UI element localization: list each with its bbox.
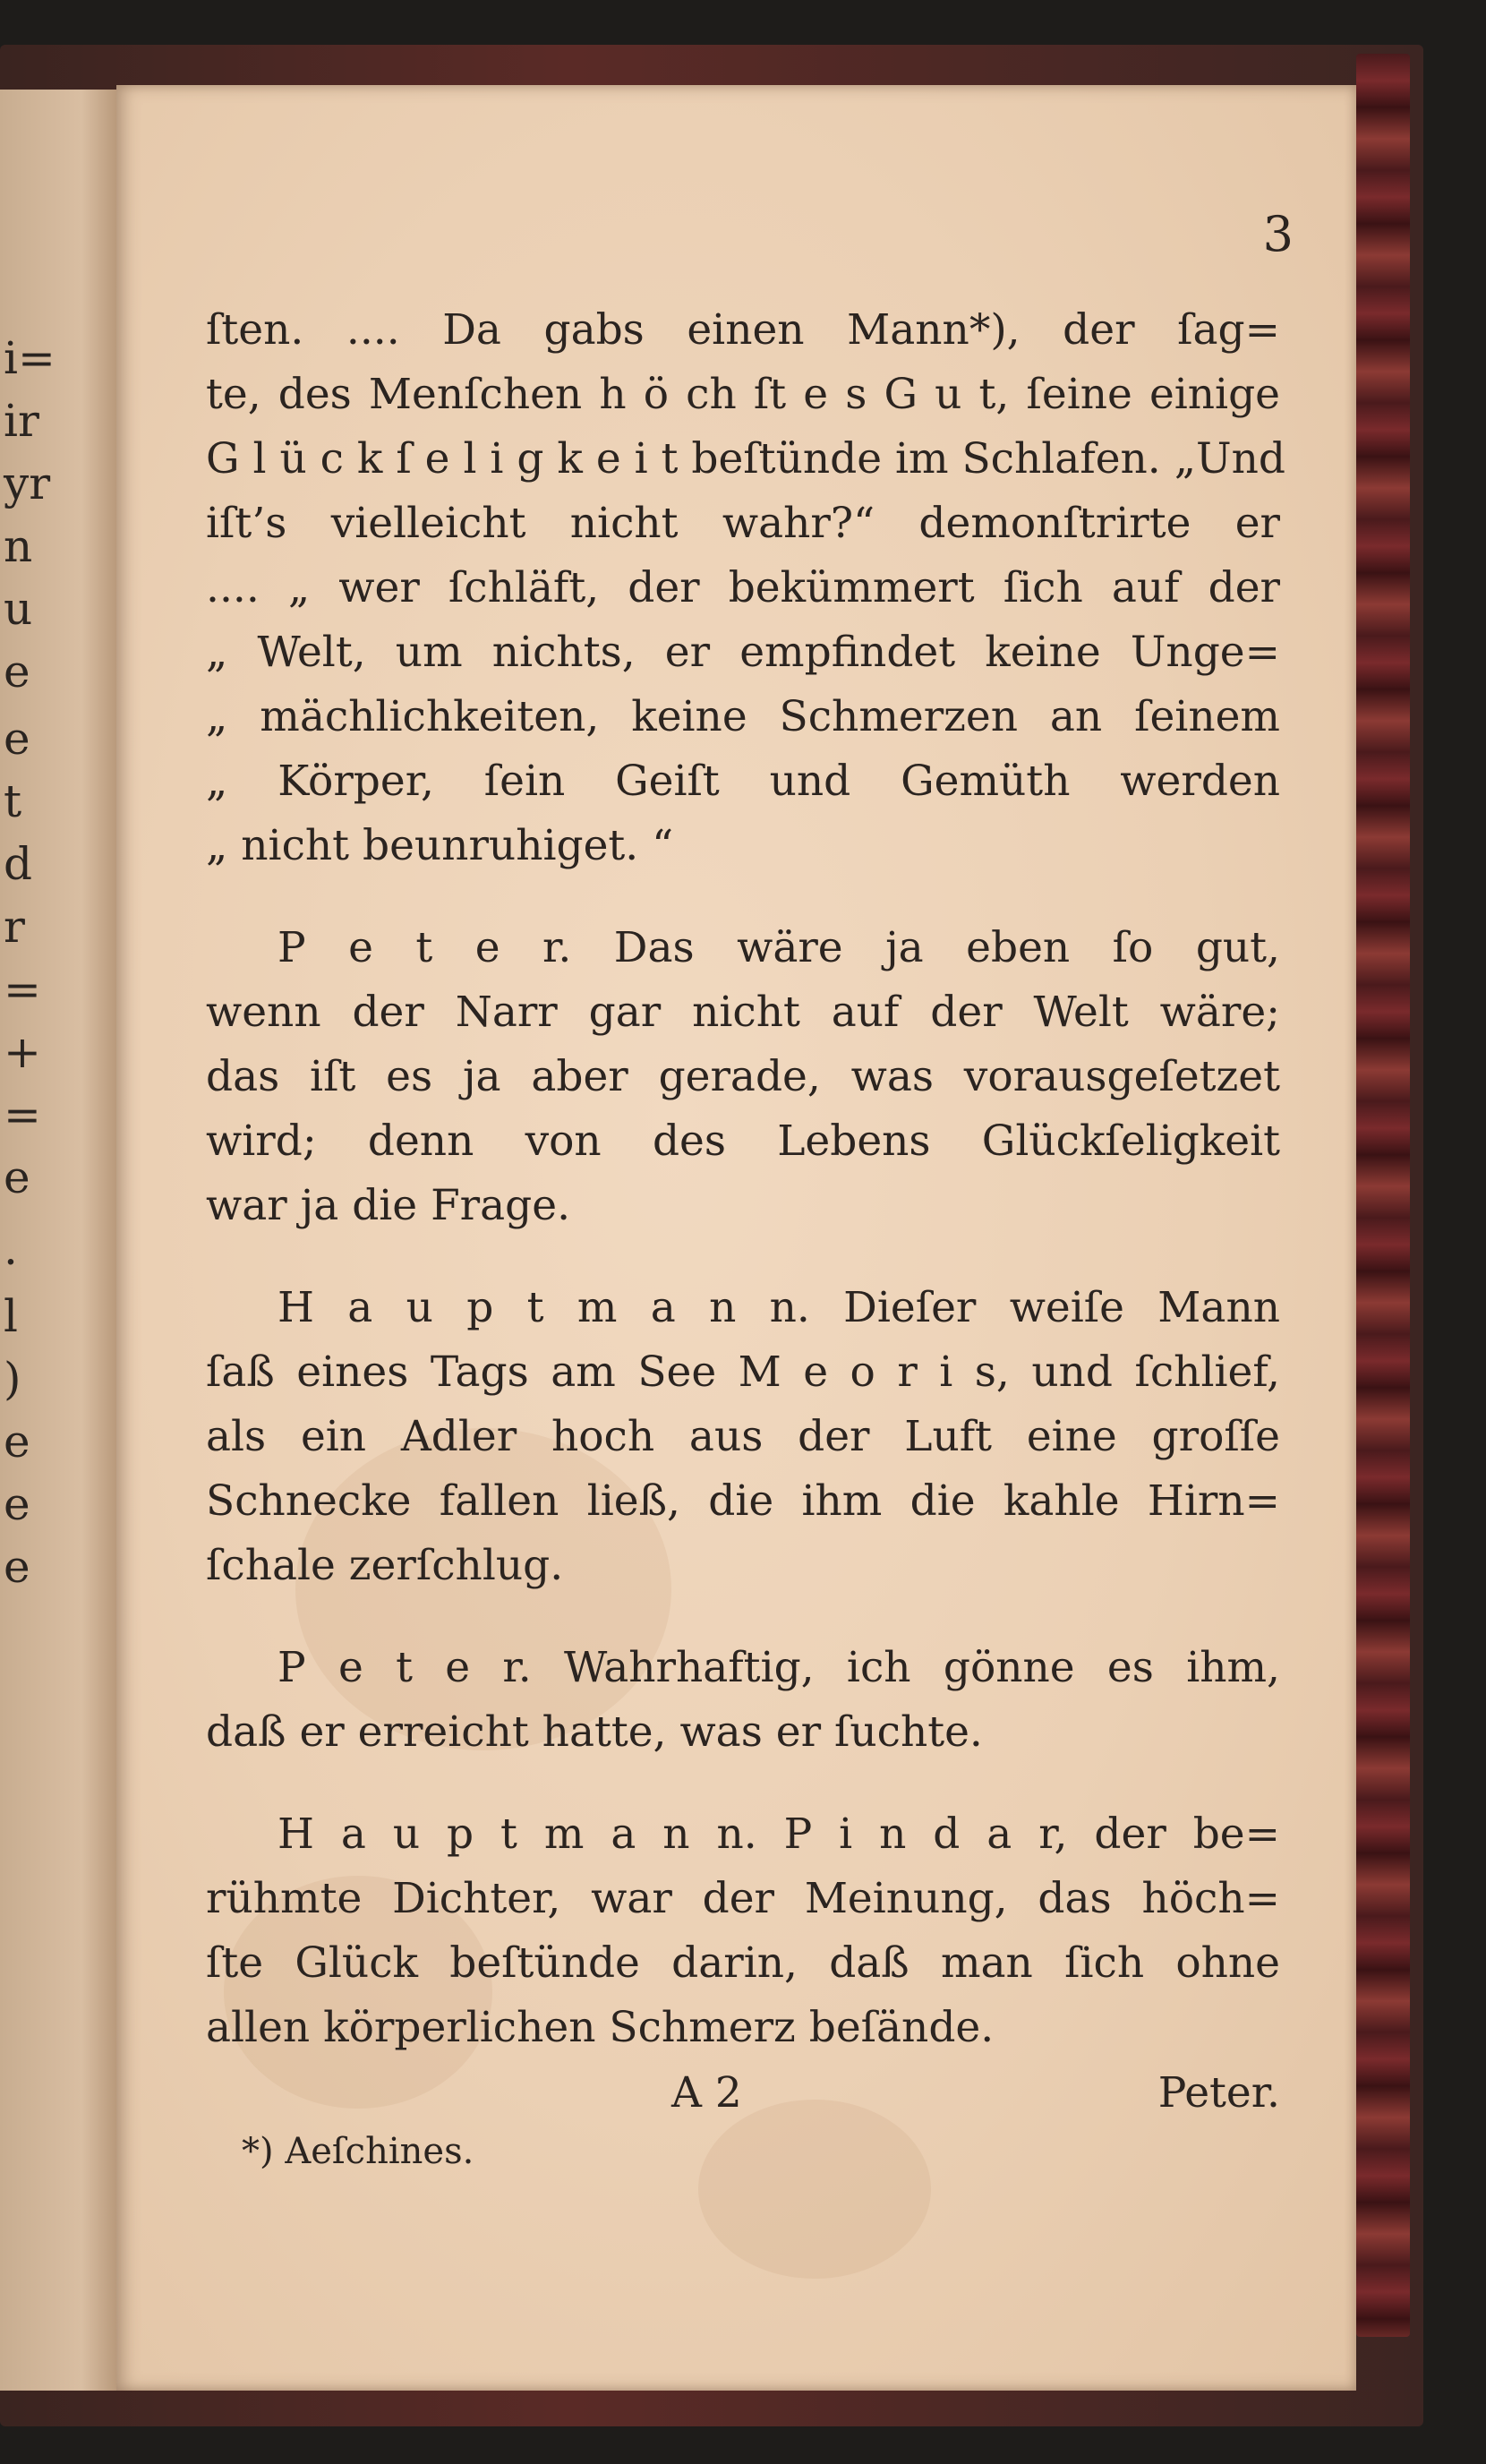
text-line: allen körperlichen Schmerz beſände. [206, 2003, 995, 2052]
left-fragment: ) [4, 1353, 21, 1405]
text-line: war ja die Frage. [206, 1181, 571, 1230]
text-line: ſchale zerſchlug. [206, 1541, 564, 1590]
text-line: H a u p t m a n n. P i n d a r, der be= [278, 1810, 1280, 1859]
text-line: als ein Adler hoch aus der Luft eine groſſe [206, 1412, 1280, 1461]
left-fragment: n [4, 520, 33, 572]
text-line: Schnecke fallen ließ, die ihm die kahle Hirn= [206, 1476, 1280, 1526]
left-fragment: ir [4, 395, 39, 447]
left-fragment: yr [4, 458, 51, 509]
page-number: 3 [1262, 206, 1294, 262]
text-line: P e t e r. Das wäre ja eben ſo gut, [278, 923, 1280, 972]
footnote: *) Aeſchines. [242, 2131, 474, 2172]
left-fragment: e [4, 1478, 30, 1530]
left-fragment: e [4, 1541, 30, 1593]
text-line: daß er erreicht hatte, was er ſuchte. [206, 1707, 983, 1757]
left-fragment: = [4, 1089, 41, 1141]
left-fragment: e [4, 646, 30, 697]
text-line: ſten. .... Da gabs einen Mann*), der ſag= [206, 305, 1280, 355]
text-line: .... „ wer ſchläft, der bekümmert ſich auf der [206, 563, 1280, 612]
left-fragment: e [4, 1151, 30, 1203]
text-line: te, des Menſchen h ö ch ſt e s G u t, ſeine einige [206, 370, 1280, 419]
left-fragment: = [4, 963, 41, 1015]
text-line: ſte Glück beſtünde darin, daß man ſich ohne [206, 1938, 1280, 1988]
text-line: „ mächlichkeiten, keine Schmerzen an ſeinem [206, 692, 1280, 741]
text-line: ſaß eines Tags am See M e o r i s, und ſchlief, [206, 1348, 1280, 1397]
right-page [116, 85, 1356, 2391]
signature-mark: A 2 [671, 2068, 742, 2118]
left-fragment: e [4, 713, 30, 765]
left-page-edge [0, 90, 119, 2391]
left-fragment: l [4, 1290, 18, 1342]
text-line: wird; denn von des Lebens Glückſeligkeit [206, 1116, 1280, 1166]
text-line: wenn der Narr gar nicht auf der Welt wäre; [206, 988, 1280, 1037]
text-line: „ Welt, um nichts, er empfindet keine Unge= [206, 628, 1280, 677]
left-fragment: e [4, 1416, 30, 1467]
text-line: iſt’s vielleicht nicht wahr?“ demonſtrirte er [206, 499, 1280, 548]
left-page-text [0, 90, 116, 2391]
paper-stain [698, 2100, 931, 2279]
left-fragment: + [4, 1026, 41, 1078]
text-line: das iſt es ja aber gerade, was vorausgeſetzet [206, 1052, 1280, 1101]
text-line: P e t e r. Wahrhaftig, ich gönne es ihm, [278, 1643, 1280, 1692]
left-fragment: u [4, 583, 33, 635]
left-fragment: i= [4, 332, 56, 384]
text-line: H a u p t m a n n. Dieſer weiſe Mann [278, 1283, 1280, 1332]
text-line: rühmte Dichter, war der Meinung, das höch= [206, 1874, 1280, 1923]
marbled-edge [1356, 54, 1410, 2337]
catchword: Peter. [1157, 2068, 1280, 2118]
left-fragment: r [4, 901, 25, 953]
text-line: „ nicht beunruhiget. “ [206, 821, 674, 870]
left-fragment: t [4, 775, 22, 827]
left-fragment: d [4, 838, 33, 890]
text-line: G l ü c k ſ e l i g k e i t beſtünde im Schlafen. „Und [206, 434, 1286, 483]
text-line: „ Körper, ſein Geiſt und Gemüth werden [206, 757, 1280, 806]
left-fragment: . [4, 1223, 18, 1275]
